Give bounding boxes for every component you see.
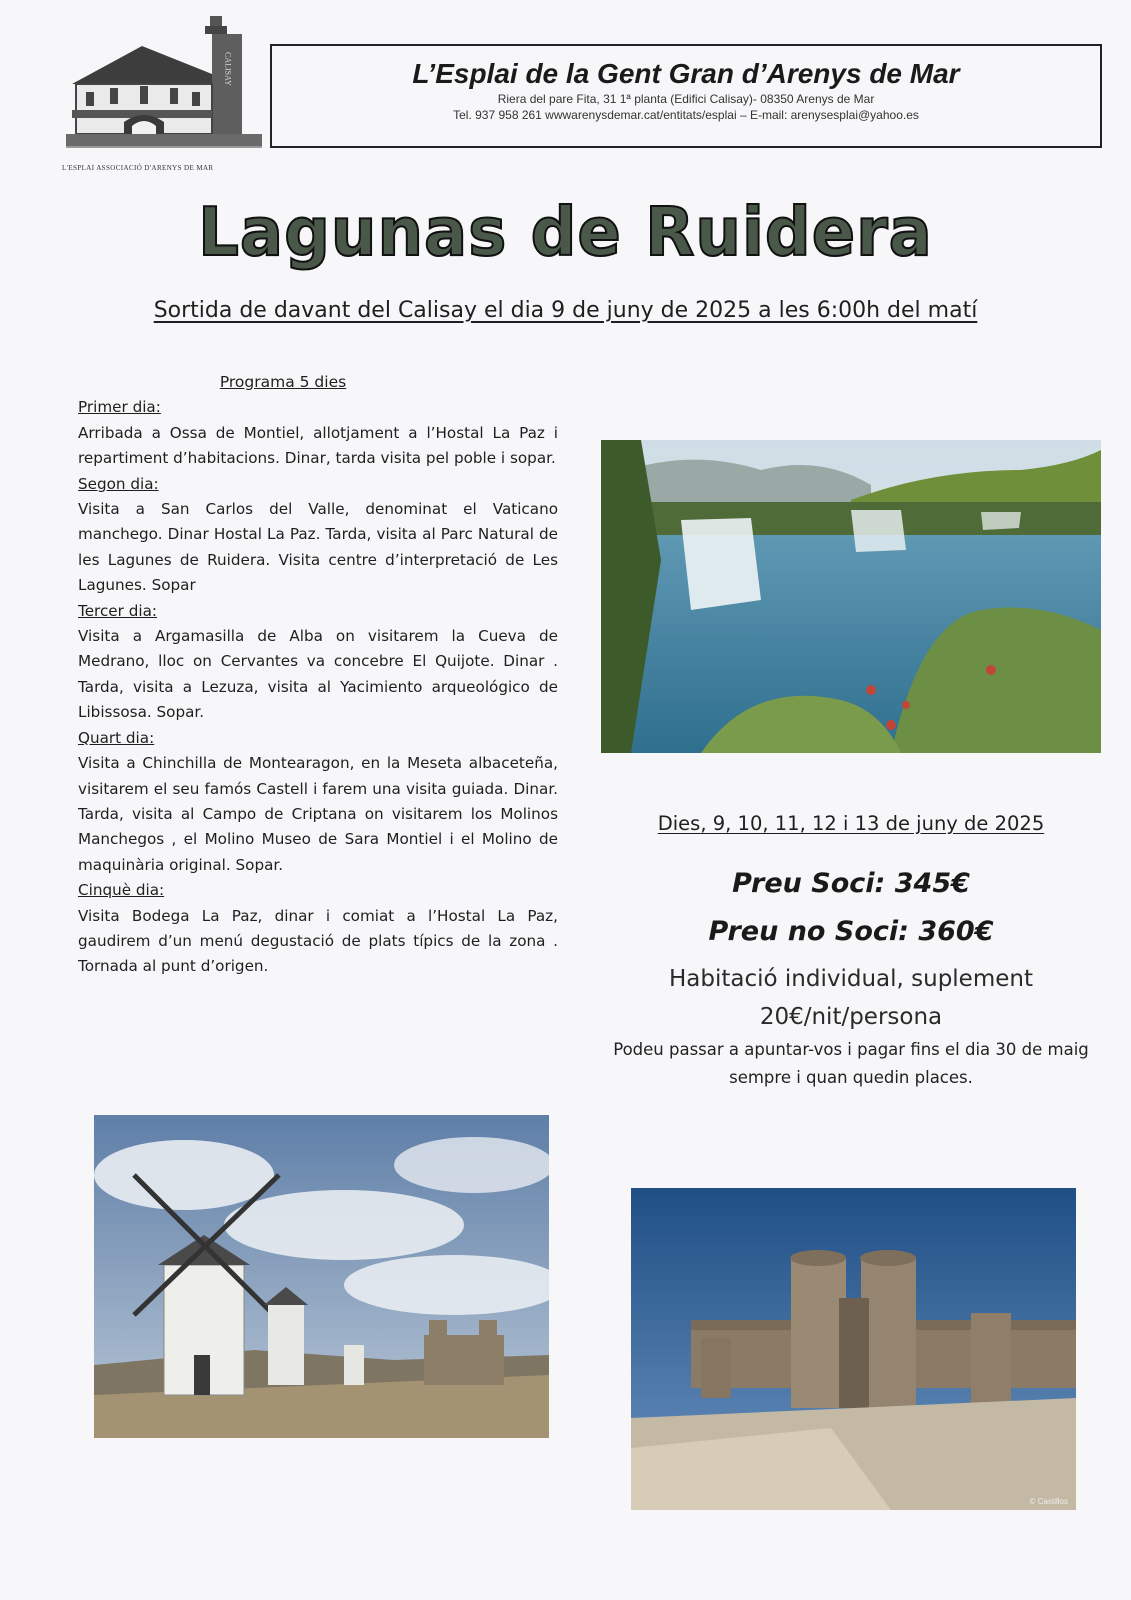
- org-name: L’Esplai de la Gent Gran d’Arenys de Mar: [412, 58, 960, 89]
- header-box: [270, 44, 1102, 148]
- price-member: Preu Soci: 345€: [732, 868, 970, 899]
- day-title: Segon dia:: [78, 474, 159, 493]
- departure-subtitle: Sortida de davant del Calisay el dia 9 de juny de 2025 a les 6:00h del matí: [153, 298, 978, 323]
- day-title: Primer dia:: [78, 398, 161, 417]
- photo-credit: © Castillos: [1029, 1497, 1068, 1506]
- day-title: Quart dia:: [78, 728, 155, 747]
- price-nonmember: Preu no Soci: 360€: [708, 916, 994, 947]
- supplement-line: Habitació individual, suplement: [668, 966, 1033, 992]
- supplement-amount: 20€/nit/persona: [759, 1004, 943, 1030]
- day-block: [78, 878, 558, 980]
- lagoon-waterfall-photo: [601, 440, 1101, 753]
- day-block: [78, 472, 558, 599]
- day-block: [78, 726, 558, 878]
- day-title: Cinquè dia:: [78, 881, 165, 900]
- day-text: Visita a San Carlos del Valle, denominat el Vaticano manchego. Dinar Hostal La Paz. Tarda, visita al Parc Natural de les Lagunes de Ruidera. Visita centre d’interpretació de Les Lagunes. Sopar: [78, 500, 558, 595]
- day-text: Visita a Argamasilla de Alba on visitarem la Cueva de Medrano, lloc on Cervantes va concebre El Quijote. Dinar . Tarda, visita a Lezuza, visita al Yacimiento arqueológico de Libissosa. Sopar.: [78, 627, 558, 722]
- day-text: Arribada a Ossa de Montiel, allotjament a l’Hostal La Paz i repartiment d’habitacions. Dinar, tarda visita pel poble i sopar.: [78, 423, 558, 468]
- logo-tower-text: CALISAY: [223, 52, 233, 86]
- day-block: [78, 395, 558, 471]
- castle-photo: [631, 1188, 1076, 1510]
- day-title: Tercer dia:: [78, 601, 157, 620]
- program-heading: Programa 5 dies: [219, 373, 347, 391]
- trip-dates: Dies, 9, 10, 11, 12 i 13 de juny de 2025: [657, 812, 1045, 835]
- day-text: Visita Bodega La Paz, dinar i comiat a l’Hostal La Paz, gaudirem d’un menú degustació de plats típics de la zona . Tornada al punt d’origen.: [78, 906, 558, 976]
- single-room-supplement: [601, 960, 1101, 1036]
- org-address: Riera del pare Fita, 31 1ª planta (Edifici Calisay)- 08350 Arenys de Mar: [497, 92, 875, 106]
- program-section: [78, 370, 558, 980]
- org-contact: Tel. 937 958 261 wwwarenysdemar.cat/entitats/esplai – E-mail: arenysesplai@yahoo.es: [453, 108, 919, 122]
- logo-building-drawing: [62, 12, 262, 162]
- registration-note: Podeu passar a apuntar-vos i pagar fins el dia 30 de maig sempre i quan quedin places.: [613, 1040, 1089, 1087]
- esplai-logo: [62, 12, 272, 172]
- day-text: Visita a Chinchilla de Montearagon, en la Meseta albaceteña, visitarem el seu famós Castell i farem una visita guiada. Dinar. Tarda, visita al Campo de Criptana on visitarem los Molinos Manchegos , el Molino Museo de Sara Montiel i el Molino de maquinària original. Sopar.: [78, 754, 558, 874]
- day-block: [78, 599, 558, 726]
- logo-caption: L'ESPLAI ASSOCIACIÓ D'ARENYS DE MAR: [62, 164, 214, 172]
- windmills-photo: [94, 1115, 549, 1438]
- page-title: Lagunas de Ruidera: [198, 194, 933, 272]
